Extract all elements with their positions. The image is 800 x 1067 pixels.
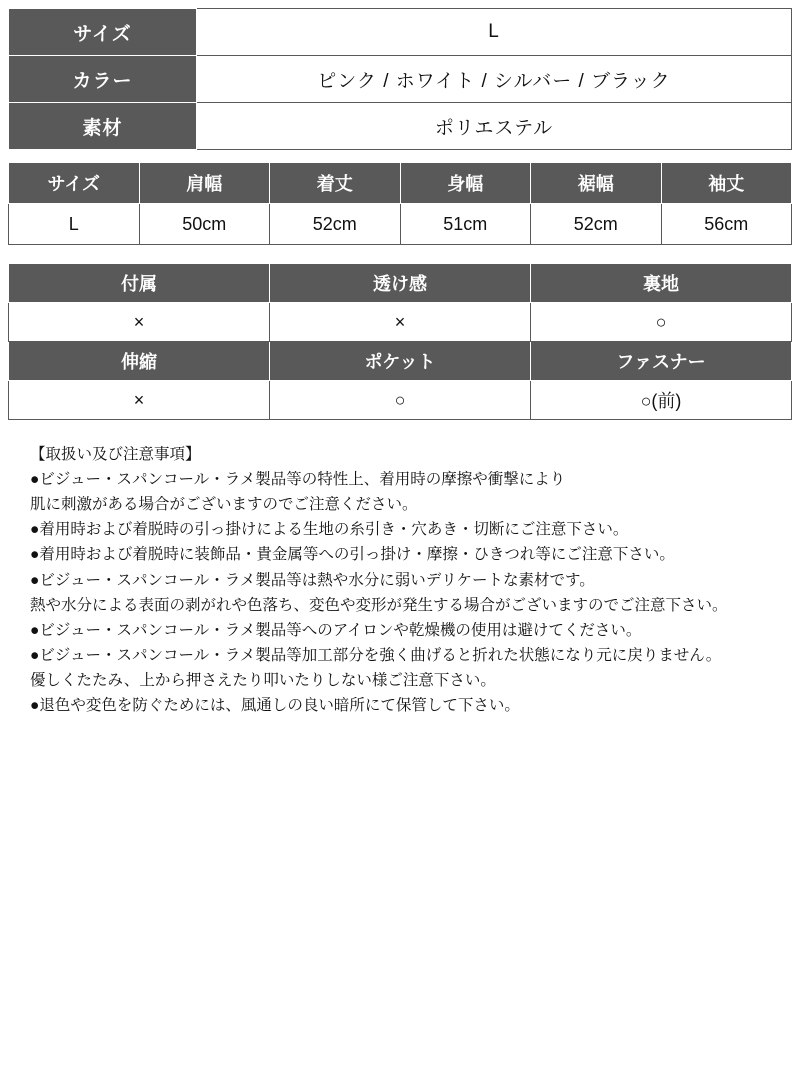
table-header-row [9,163,792,204]
table-row [9,9,792,56]
spec-label-color: カラー [9,56,197,103]
measurement-header-size: サイズ [9,163,140,204]
care-notes [8,442,792,718]
table-header-row [9,342,792,381]
measurement-header-sleeve: 袖丈 [661,163,792,204]
care-note-line: ●ビジュー・スパンコール・ラメ製品等は熱や水分に弱いデリケートな素材です。 [30,571,595,589]
measurement-header-length: 着丈 [270,163,401,204]
care-note-line: ●着用時および着脱時の引っ掛けによる生地の糸引き・穴あき・切断にご注意下さい。 [30,521,629,539]
attr-value-pocket: ○ [270,381,531,420]
attr-header-lining: 裏地 [531,264,792,303]
table-header-row [9,264,792,303]
care-note-line: ●ビジュー・スパンコール・ラメ製品等加工部分を強く曲げると折れた状態になり元に戻りません。 [30,646,722,664]
attr-value-sheerness: × [270,303,531,342]
table-row [9,56,792,103]
spec-table [8,8,792,150]
measurement-cell-length: 52cm [270,204,401,245]
spacer [8,245,792,263]
spec-value-material: ポリエステル [197,103,792,150]
spec-label-size: サイズ [9,9,197,56]
attr-header-zipper: ファスナー [531,342,792,381]
measurement-cell-hem: 52cm [531,204,662,245]
table-row [9,303,792,342]
attr-value-stretch: × [9,381,270,420]
attr-value-accessory: × [9,303,270,342]
care-note-line: ●ビジュー・スパンコール・ラメ製品等の特性上、着用時の摩擦や衝撃により [30,471,566,489]
care-note-line: 肌に刺激がある場合がございますのでご注意ください。 [30,496,418,514]
care-notes-title: 【取扱い及び注意事項】 [30,446,201,463]
table-row [9,103,792,150]
measurement-cell-bust: 51cm [400,204,531,245]
attr-header-stretch: 伸縮 [9,342,270,381]
spec-value-size: L [197,9,792,56]
attr-header-accessory: 付属 [9,264,270,303]
measurement-table [8,162,792,245]
measurement-cell-sleeve: 56cm [661,204,792,245]
measurement-header-shoulder: 肩幅 [139,163,270,204]
spec-label-material: 素材 [9,103,197,150]
attribute-table [8,263,792,420]
spec-value-color: ピンク / ホワイト / シルバー / ブラック [197,56,792,103]
care-note-line: ●着用時および着脱時に装飾品・貴金属等への引っ掛け・摩擦・ひきつれ等にご注意下さい。 [30,546,675,564]
care-note-line: 優しくたたみ、上から押さえたり叩いたりしない様ご注意下さい。 [30,671,496,689]
attr-header-pocket: ポケット [270,342,531,381]
care-note-line: ●退色や変色を防ぐためには、風通しの良い暗所にて保管して下さい。 [30,697,520,715]
measurement-header-bust: 身幅 [400,163,531,204]
attr-value-lining: ○ [531,303,792,342]
care-note-line: 熱や水分による表面の剥がれや色落ち、変色や変形が発生する場合がございますのでご注意下さい。 [30,596,728,614]
measurement-cell-size: L [9,204,140,245]
attr-value-zipper: ○(前) [531,381,792,420]
measurement-header-hem: 裾幅 [531,163,662,204]
spacer [8,150,792,162]
table-row [9,381,792,420]
table-row [9,204,792,245]
care-note-line: ●ビジュー・スパンコール・ラメ製品等へのアイロンや乾燥機の使用は避けてください。 [30,621,642,639]
measurement-cell-shoulder: 50cm [139,204,270,245]
attr-header-sheerness: 透け感 [270,264,531,303]
